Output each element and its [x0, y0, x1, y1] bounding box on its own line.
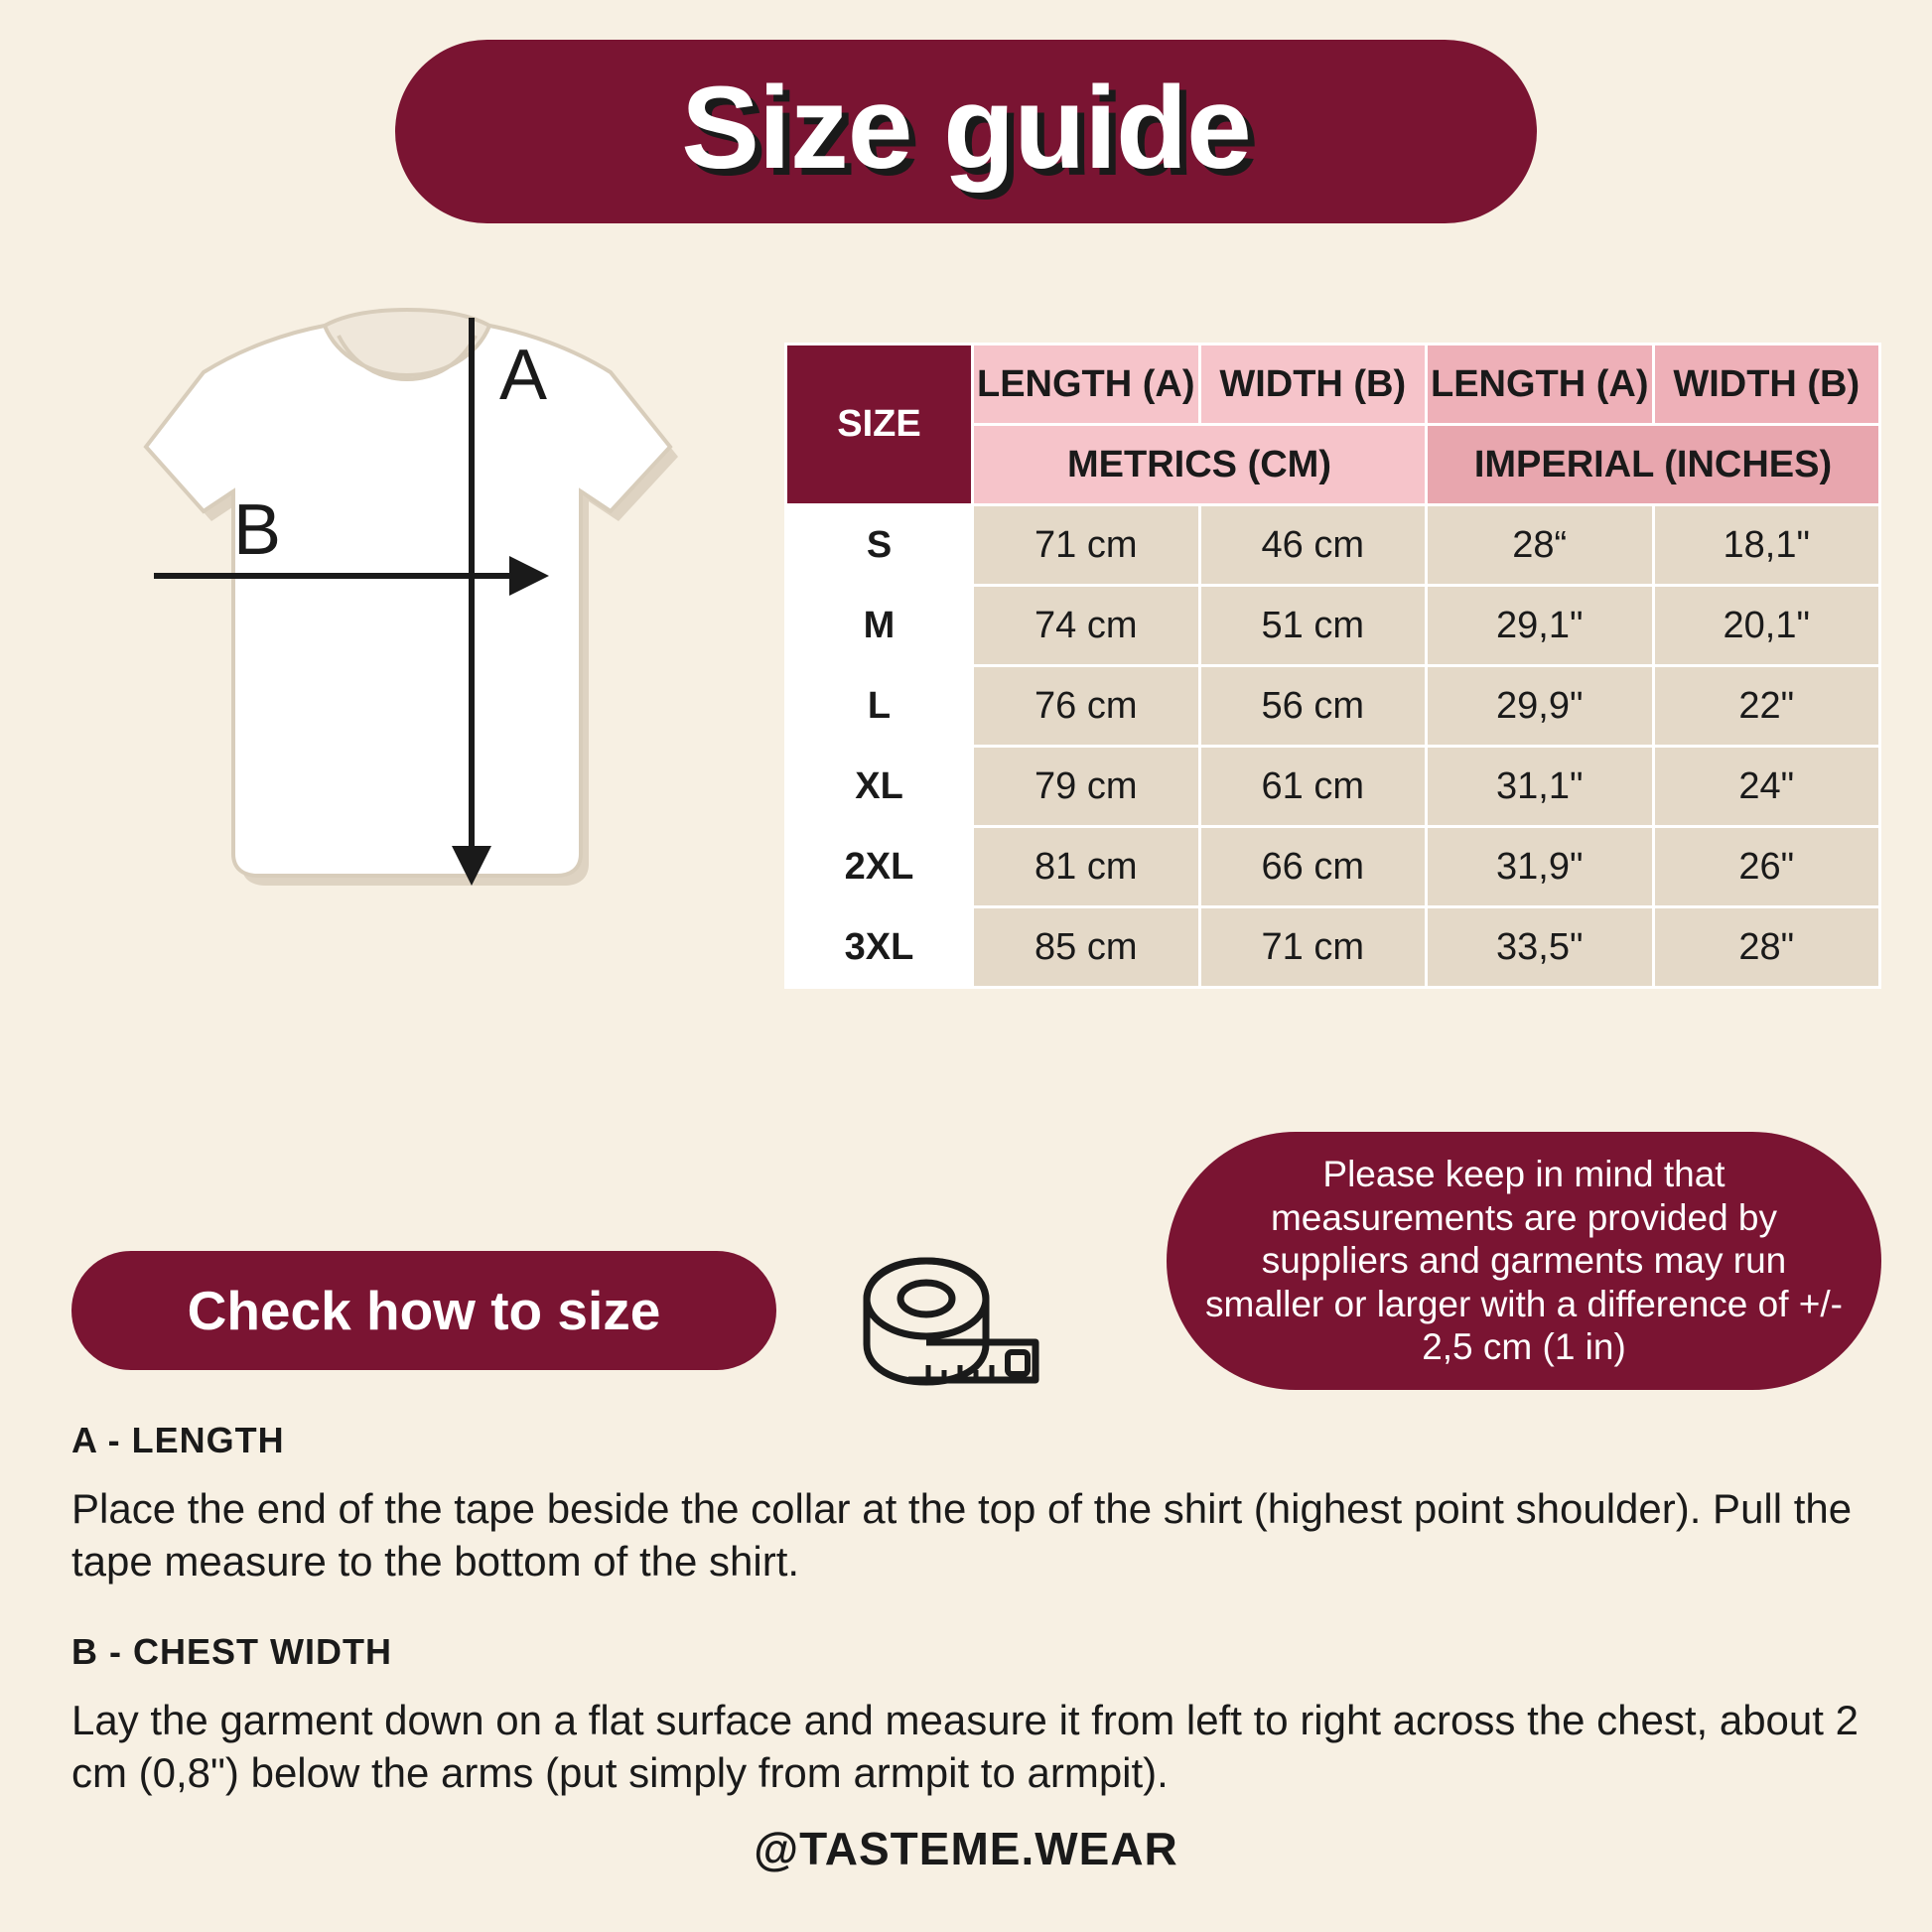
diagram-label-a: A [499, 336, 548, 415]
header-width-metric: WIDTH (B) [1199, 345, 1427, 425]
table-row [786, 827, 1880, 907]
shirt-diagram [55, 278, 769, 913]
header-size: SIZE [786, 345, 973, 505]
row-size-label: XL [786, 747, 973, 827]
measurement-disclaimer-text: Please keep in mind that measurements are provided by suppliers and garments may run smaller or larger with a difference of +/- 2,5 cm (1 in) [1205, 1153, 1843, 1368]
table-row [786, 747, 1880, 827]
cell-width-in: 22" [1653, 666, 1880, 747]
header-length-imperial: LENGTH (A) [1427, 345, 1654, 425]
instruction-body-length: Place the end of the tape beside the collar at the top of the shirt (highest point shoulder). Pull the tape measure to the bottom of the shirt. [71, 1485, 1853, 1585]
check-how-to-size-banner [71, 1251, 776, 1370]
cell-length-cm: 81 cm [973, 827, 1200, 907]
cell-length-cm: 76 cm [973, 666, 1200, 747]
cell-length-cm: 85 cm [973, 907, 1200, 988]
page-title: Size guide [681, 62, 1251, 194]
cell-width-cm: 66 cm [1199, 827, 1427, 907]
instructions-section [71, 1420, 1868, 1843]
row-size-label: 3XL [786, 907, 973, 988]
cell-width-in: 18,1" [1653, 505, 1880, 586]
table-header-row-1 [786, 345, 1880, 425]
cell-width-in: 24" [1653, 747, 1880, 827]
header-width-imperial: WIDTH (B) [1653, 345, 1880, 425]
cell-length-cm: 74 cm [973, 586, 1200, 666]
row-size-label: L [786, 666, 973, 747]
cell-length-in: 31,1" [1427, 747, 1654, 827]
tape-measure-svg [849, 1253, 1067, 1392]
cell-length-cm: 79 cm [973, 747, 1200, 827]
instruction-heading-length: A - LENGTH [71, 1420, 285, 1460]
instruction-body-chest-width: Lay the garment down on a flat surface and measure it from left to right across the chest, about 2 cm (0,8") below the arms (put simply from armpit to armpit). [71, 1697, 1859, 1796]
table-row [786, 907, 1880, 988]
cell-width-in: 26" [1653, 827, 1880, 907]
cell-width-in: 28" [1653, 907, 1880, 988]
cell-length-in: 33,5" [1427, 907, 1654, 988]
row-size-label: M [786, 586, 973, 666]
measurement-disclaimer-banner [1167, 1132, 1881, 1390]
cell-length-cm: 71 cm [973, 505, 1200, 586]
table-row [786, 586, 1880, 666]
row-size-label: S [786, 505, 973, 586]
size-table [784, 343, 1881, 989]
check-how-to-size-label: Check how to size [187, 1280, 661, 1341]
footer [0, 1822, 1932, 1875]
brand-handle: @TASTEME.WEAR [754, 1823, 1178, 1874]
cell-width-cm: 56 cm [1199, 666, 1427, 747]
cell-length-in: 28“ [1427, 505, 1654, 586]
tape-measure-icon [849, 1253, 1067, 1392]
instruction-heading-chest-width: B - CHEST WIDTH [71, 1631, 392, 1672]
cell-width-cm: 61 cm [1199, 747, 1427, 827]
size-table-wrapper [784, 343, 1881, 989]
header-group-imperial: IMPERIAL (INCHES) [1427, 425, 1880, 505]
header-length-metric: LENGTH (A) [973, 345, 1200, 425]
table-row [786, 505, 1880, 586]
cell-length-in: 29,1" [1427, 586, 1654, 666]
header-group-metrics: METRICS (CM) [973, 425, 1427, 505]
cell-length-in: 31,9" [1427, 827, 1654, 907]
table-row [786, 666, 1880, 747]
cell-width-cm: 51 cm [1199, 586, 1427, 666]
cell-width-cm: 71 cm [1199, 907, 1427, 988]
page-title-banner [395, 40, 1537, 223]
shirt-illustration-svg [55, 278, 769, 913]
cell-width-in: 20,1" [1653, 586, 1880, 666]
cell-width-cm: 46 cm [1199, 505, 1427, 586]
diagram-label-b: B [233, 490, 282, 570]
row-size-label: 2XL [786, 827, 973, 907]
cell-length-in: 29,9" [1427, 666, 1654, 747]
